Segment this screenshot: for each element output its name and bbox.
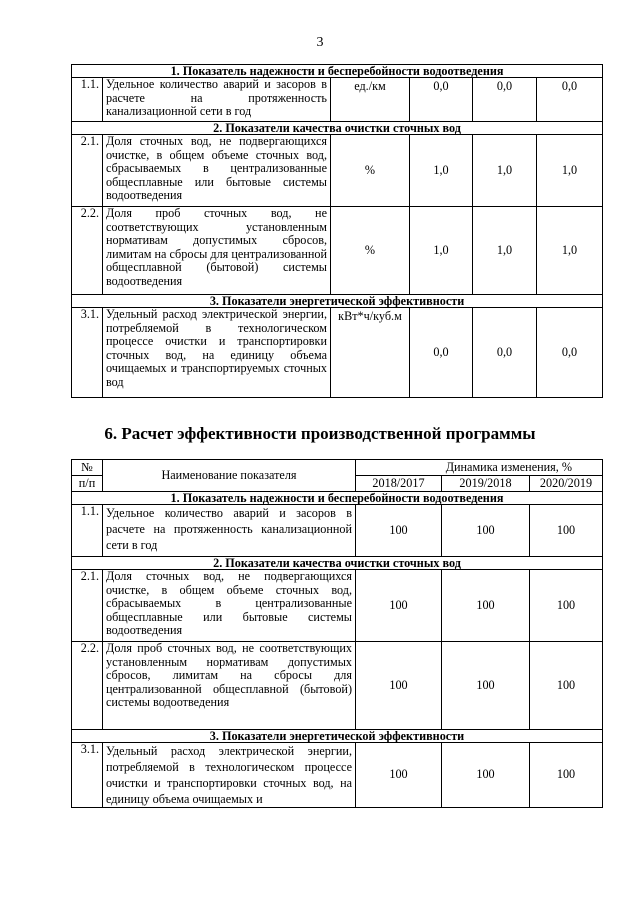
value-cell: 100 — [530, 642, 603, 730]
row-number: 2.2. — [72, 207, 103, 295]
page-number: 3 — [316, 35, 324, 50]
header-indicator-name: Наименование показателя — [103, 460, 356, 492]
row-number: 3.1. — [72, 743, 103, 808]
value-cell: 100 — [442, 570, 530, 642]
row-number: 2.1. — [72, 135, 103, 207]
section-title: 1. Показатель надежности и бесперебойности водоотведения — [72, 492, 603, 505]
indicator-name: Удельный расход электрической энергии, потребляемой в технологическом процессе очистки и транспортировки сточных вод, на единицу объема очищаемых и — [103, 743, 356, 808]
value-cell: 100 — [356, 505, 442, 557]
section-title: 2. Показатели качества очистки сточных вод — [72, 122, 603, 135]
value-cell: 0,0 — [537, 78, 603, 122]
value-cell: 100 — [530, 743, 603, 808]
value-cell: 100 — [442, 743, 530, 808]
section-title: 1. Показатель надежности и бесперебойности водоотведения — [72, 65, 603, 78]
value-cell: 0,0 — [410, 78, 473, 122]
indicator-name: Удельное количество аварий и засоров в расчете на протяженность канализационной сети в год — [103, 505, 356, 557]
section-6-title: 6. Расчет эффективности производственной программы — [104, 424, 536, 443]
unit-cell: кВт*ч/куб.м — [331, 308, 410, 398]
indicator-name: Удельный расход электрической энергии, потребляемой в технологическом процессе очистки и транспортировки сточных вод, на единицу объема очищаемых и транспортируемых сточных вод — [103, 308, 331, 398]
header-year: 2018/2017 — [356, 476, 442, 492]
value-cell: 100 — [356, 642, 442, 730]
value-cell: 0,0 — [473, 78, 537, 122]
value-cell: 100 — [530, 570, 603, 642]
row-number: 2.2. — [72, 642, 103, 730]
section-title: 2. Показатели качества очистки сточных вод — [72, 557, 603, 570]
header-num-bottom: п/п — [72, 476, 103, 492]
row-number: 3.1. — [72, 308, 103, 398]
header-num-top: № — [72, 460, 103, 476]
value-cell: 100 — [530, 505, 603, 557]
value-cell: 100 — [356, 570, 442, 642]
value-cell: 1,0 — [537, 207, 603, 295]
value-cell: 0,0 — [410, 308, 473, 398]
row-number: 1.1. — [72, 78, 103, 122]
header-dynamics: Динамика изменения, % — [356, 460, 603, 476]
indicator-name: Удельное количество аварий и засоров в расчете на протяженность канализационной сети в год — [103, 78, 331, 122]
row-number: 1.1. — [72, 505, 103, 557]
value-cell: 1,0 — [410, 135, 473, 207]
efficiency-table — [71, 459, 603, 808]
section-title: 3. Показатели энергетической эффективности — [72, 730, 603, 743]
indicators-table — [71, 64, 603, 398]
value-cell: 1,0 — [410, 207, 473, 295]
value-cell: 100 — [356, 743, 442, 808]
value-cell: 0,0 — [537, 308, 603, 398]
section-title: 3. Показатели энергетической эффективности — [72, 295, 603, 308]
value-cell: 1,0 — [473, 135, 537, 207]
value-cell: 0,0 — [473, 308, 537, 398]
indicator-name: Доля проб сточных вод, не соответствующих установленным нормативам допустимых сбросов, лимитам на сбросы для централизованной общесплавной (бытовой) системы водоотведения — [103, 207, 331, 295]
unit-cell: % — [331, 207, 410, 295]
indicator-name: Доля сточных вод, не подвергающихся очистке, в общем объеме сточных вод, сбрасываемых в централизованные общесплавные или бытовые системы водоотведения — [103, 570, 356, 642]
row-number: 2.1. — [72, 570, 103, 642]
value-cell: 1,0 — [473, 207, 537, 295]
value-cell: 100 — [442, 505, 530, 557]
indicator-name: Доля проб сточных вод, не соответствующих установленным нормативам допустимых сбросов, лимитам на сбросы для централизованной общесплавной (бытовой) системы водоотведения — [103, 642, 356, 730]
header-year: 2019/2018 — [442, 476, 530, 492]
header-year: 2020/2019 — [530, 476, 603, 492]
unit-cell: ед./км — [331, 78, 410, 122]
value-cell: 100 — [442, 642, 530, 730]
value-cell: 1,0 — [537, 135, 603, 207]
unit-cell: % — [331, 135, 410, 207]
indicator-name: Доля сточных вод, не подвергающихся очистке, в общем объеме сточных вод, сбрасываемых в централизованные общесплавные или бытовые системы водоотведения — [103, 135, 331, 207]
